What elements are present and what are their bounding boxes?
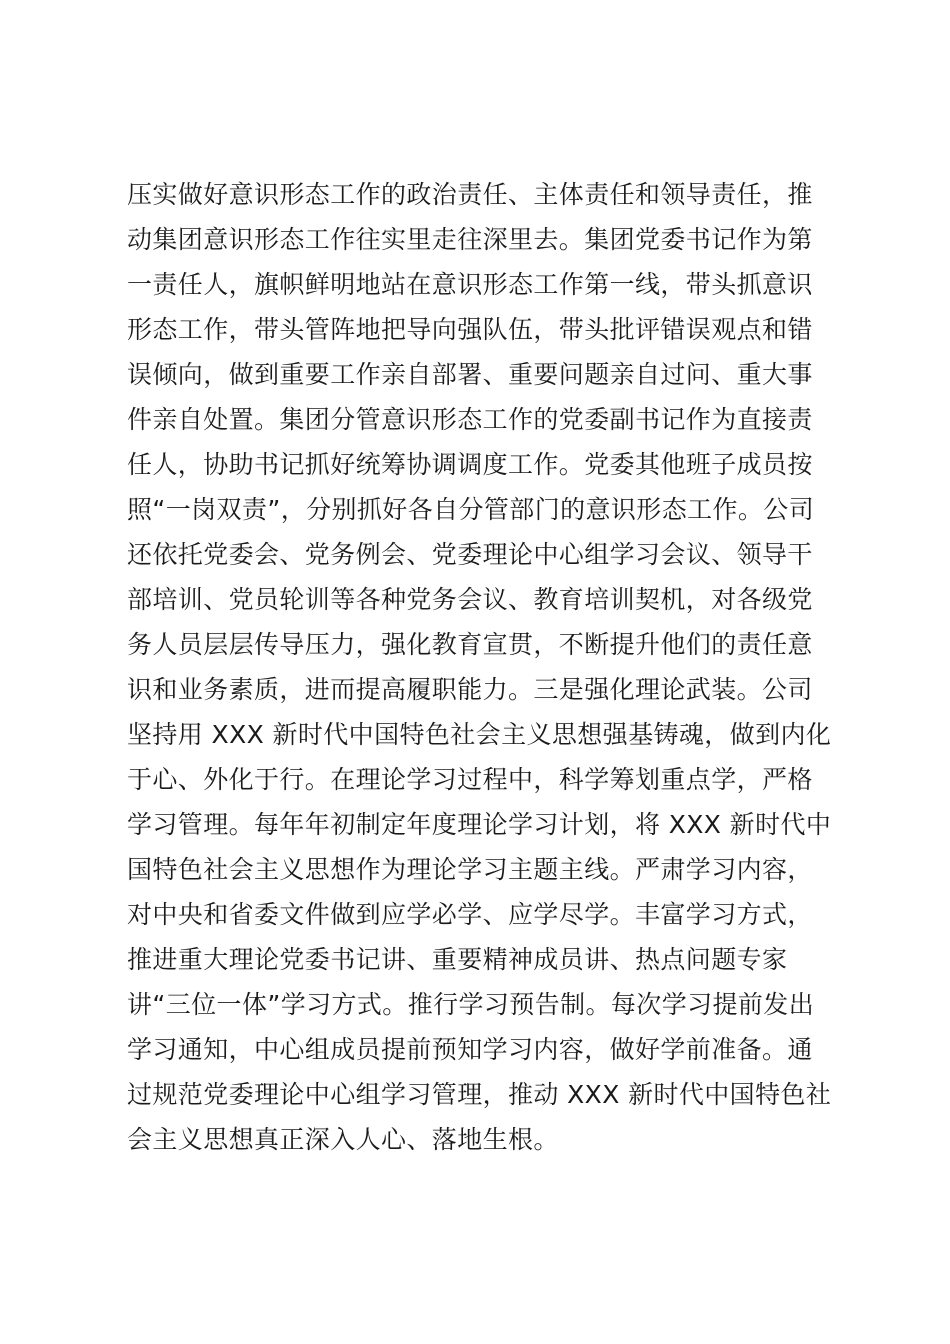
text-line: 会主义思想真正深入人心、落地生根。 xyxy=(127,1125,559,1154)
text-line: 动集团意识形态工作往实里走往深里去。集团党委书记作为第 xyxy=(127,225,813,254)
text-line: 国特色社会主义思想作为理论学习主题主线。严肃学习内容， xyxy=(127,855,813,884)
text-line: 还依托党委会、党务例会、党委理论中心组学习会议、领导干 xyxy=(127,540,813,569)
text-line: 任人，协助书记抓好统筹协调调度工作。党委其他班子成员按 xyxy=(127,450,813,479)
text-line: 学习通知，中心组成员提前预知学习内容，做好学前准备。通 xyxy=(127,1035,813,1064)
text-line: 坚持用 XXX 新时代中国特色社会主义思想强基铸魂，做到内化 xyxy=(127,720,832,749)
text-line: 过规范党委理论中心组学习管理，推动 XXX 新时代中国特色社 xyxy=(127,1080,832,1109)
text-line: 一责任人，旗帜鲜明地站在意识形态工作第一线，带头抓意识 xyxy=(127,270,813,299)
text-line: 部培训、党员轮训等各种党务会议、教育培训契机，对各级党 xyxy=(127,585,813,614)
text-line: 形态工作，带头管阵地把导向强队伍，带头批评错误观点和错 xyxy=(127,315,813,344)
text-line: 照“一岗双责”，分别抓好各自分管部门的意识形态工作。公司 xyxy=(127,495,815,524)
text-line: 务人员层层传导压力，强化教育宣贯，不断提升他们的责任意 xyxy=(127,630,813,659)
text-line: 压实做好意识形态工作的政治责任、主体责任和领导责任，推 xyxy=(127,180,813,209)
text-line: 对中央和省委文件做到应学必学、应学尽学。丰富学习方式， xyxy=(127,900,813,929)
text-line: 误倾向，做到重要工作亲自部署、重要问题亲自过问、重大事 xyxy=(127,360,813,389)
text-line: 件亲自处置。集团分管意识形态工作的党委副书记作为直接责 xyxy=(127,405,813,434)
text-line: 讲“三位一体”学习方式。推行学习预告制。每次学习提前发出 xyxy=(127,990,815,1019)
text-line: 学习管理。每年年初制定年度理论学习计划，将 XXX 新时代中 xyxy=(127,810,832,839)
text-line: 推进重大理论党委书记讲、重要精神成员讲、热点问题专家 xyxy=(127,945,788,974)
body-paragraph xyxy=(127,172,847,1162)
text-line: 识和业务素质，进而提高履职能力。三是强化理论武装。公司 xyxy=(127,675,813,704)
text-line: 于心、外化于行。在理论学习过程中，科学筹划重点学，严格 xyxy=(127,765,813,794)
